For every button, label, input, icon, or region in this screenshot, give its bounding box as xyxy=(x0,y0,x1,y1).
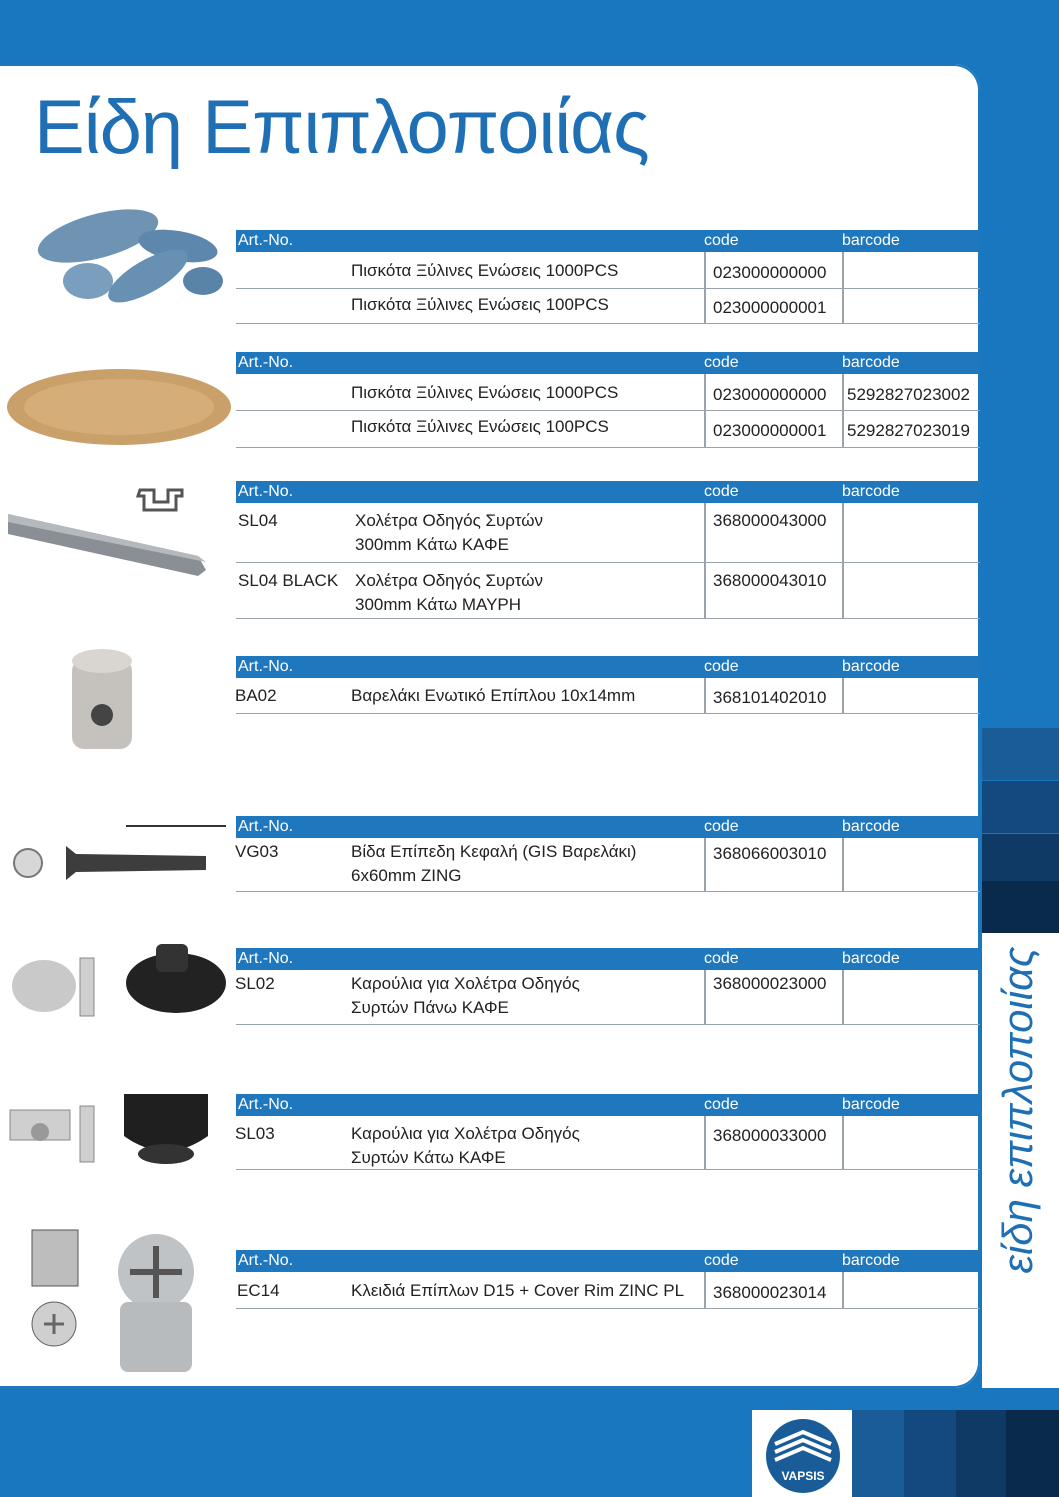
product-table-1 xyxy=(236,230,980,324)
side-tab-4 xyxy=(982,881,1059,933)
product-code: 023000000000 xyxy=(713,263,827,282)
barrel-nut-image xyxy=(66,645,138,761)
product-code: 368000033000 xyxy=(713,1126,827,1145)
product-table-2 xyxy=(236,352,980,448)
wooden-biscuit-blue-image xyxy=(28,196,228,314)
product-description: Πισκότα Ξύλινες Ενώσεις 100PCS xyxy=(351,417,609,436)
table-row xyxy=(236,374,980,411)
product-description: Κλειδιά Επίπλων D15 + Cover Rim ZINC PL xyxy=(351,1281,685,1300)
vapsis-logo-icon xyxy=(765,1418,841,1494)
header-art: Art.-No. xyxy=(238,818,294,835)
product-table-7 xyxy=(236,1094,980,1170)
product-code: 368000023000 xyxy=(713,974,827,993)
product-table-5 xyxy=(236,816,980,892)
header-code: code xyxy=(704,658,739,675)
table-row xyxy=(236,970,980,1025)
side-tab-3 xyxy=(982,834,1059,886)
product-description: Πισκότα Ξύλινες Ενώσεις 1000PCS xyxy=(351,261,619,280)
header-barcode: barcode xyxy=(842,483,900,500)
table-row xyxy=(236,411,980,448)
table-header xyxy=(236,656,980,678)
bottom-tab-3 xyxy=(956,1410,1006,1497)
table-row xyxy=(236,252,980,289)
product-description: Καρούλια για Χολέτρα Οδηγός xyxy=(351,1124,580,1143)
header-art: Art.-No. xyxy=(238,950,294,967)
product-art-no: EC14 xyxy=(237,1281,280,1300)
header-art: Art.-No. xyxy=(238,483,294,500)
product-description: Βαρελάκι Ενωτικό Επίπλου 10x14mm xyxy=(351,686,636,705)
drawer-roller-bottom-image xyxy=(6,1090,214,1168)
product-description: Βίδα Επίπεδη Κεφαλή (GIS Βαρελάκι) xyxy=(351,842,637,861)
table-header xyxy=(236,481,980,503)
product-table-4 xyxy=(236,656,980,714)
wooden-biscuit-image xyxy=(4,366,234,448)
header-art: Art.-No. xyxy=(238,232,294,249)
cam-lock-image xyxy=(24,1214,206,1384)
bottom-tab-1 xyxy=(852,1410,904,1497)
table-header xyxy=(236,816,980,838)
header-barcode: barcode xyxy=(842,818,900,835)
product-code: 368066003010 xyxy=(713,844,827,863)
bottom-tab-2 xyxy=(904,1410,956,1497)
header-barcode: barcode xyxy=(842,1096,900,1113)
product-table-6 xyxy=(236,948,980,1025)
header-art: Art.-No. xyxy=(238,354,294,371)
table-header xyxy=(236,230,980,252)
side-tab-2 xyxy=(982,781,1059,833)
product-description: Καρούλια για Χολέτρα Οδηγός xyxy=(351,974,580,993)
product-table-8 xyxy=(236,1250,980,1309)
header-barcode: barcode xyxy=(842,232,900,249)
product-description: 300mm Κάτω ΚΑΦΕ xyxy=(355,535,509,554)
table-row xyxy=(236,838,980,892)
bottom-tab-4 xyxy=(1006,1410,1059,1497)
product-code: 368000043000 xyxy=(713,511,827,530)
product-code: 368000023014 xyxy=(713,1283,827,1302)
page-title: Είδη Επιπλοποιίας xyxy=(34,85,649,170)
product-code: 023000000001 xyxy=(713,298,827,317)
product-description: Πισκότα Ξύλινες Ενώσεις 100PCS xyxy=(351,295,609,314)
table-header xyxy=(236,948,980,970)
header-code: code xyxy=(704,354,739,371)
table-row xyxy=(236,563,980,619)
header-code: code xyxy=(704,1096,739,1113)
top-band xyxy=(0,0,1059,64)
table-row xyxy=(236,1116,980,1170)
product-art-no: BA02 xyxy=(235,686,277,705)
product-description: Χολέτρα Οδηγός Συρτών xyxy=(355,511,543,530)
product-art-no: SL02 xyxy=(235,974,275,993)
table-row xyxy=(236,1272,980,1309)
header-code: code xyxy=(704,1252,739,1269)
product-art-no: SL04 xyxy=(238,511,278,530)
product-table-3 xyxy=(236,481,980,619)
product-description: Συρτών Κάτω ΚΑΦΕ xyxy=(351,1148,506,1167)
product-code: 023000000000 xyxy=(713,385,827,404)
product-description: Συρτών Πάνω ΚΑΦΕ xyxy=(351,998,509,1017)
flat-head-screw-image xyxy=(6,818,230,892)
header-code: code xyxy=(704,950,739,967)
product-art-no: VG03 xyxy=(235,842,279,861)
product-description: Πισκότα Ξύλινες Ενώσεις 1000PCS xyxy=(351,383,619,402)
product-barcode: 5292827023002 xyxy=(847,385,970,404)
product-description: Χολέτρα Οδηγός Συρτών xyxy=(355,571,543,590)
logo-text: VAPSIS xyxy=(781,1469,825,1483)
header-barcode: barcode xyxy=(842,1252,900,1269)
product-code: 368101402010 xyxy=(713,688,827,707)
product-description: 300mm Κάτω ΜΑΥΡΗ xyxy=(355,595,522,614)
product-code: 368000043010 xyxy=(713,571,827,590)
header-barcode: barcode xyxy=(842,354,900,371)
side-title: είδη επιπλοποιίας xyxy=(994,946,1041,1274)
drawer-roller-top-image xyxy=(6,938,228,1026)
product-art-no: SL03 xyxy=(235,1124,275,1143)
product-code: 023000000001 xyxy=(713,421,827,440)
header-art: Art.-No. xyxy=(238,1096,294,1113)
header-code: code xyxy=(704,483,739,500)
side-tab-1 xyxy=(982,728,1059,780)
table-row xyxy=(236,678,980,714)
header-code: code xyxy=(704,232,739,249)
drawer-rail-image xyxy=(8,484,233,590)
table-header xyxy=(236,1250,980,1272)
table-row xyxy=(236,503,980,563)
header-barcode: barcode xyxy=(842,658,900,675)
header-art: Art.-No. xyxy=(238,1252,294,1269)
product-art-no: SL04 BLACK xyxy=(238,571,339,590)
header-art: Art.-No. xyxy=(238,658,294,675)
product-description: 6x60mm ZING xyxy=(351,866,462,885)
header-code: code xyxy=(704,818,739,835)
product-barcode: 5292827023019 xyxy=(847,421,970,440)
table-header xyxy=(236,1094,980,1116)
header-barcode: barcode xyxy=(842,950,900,967)
table-header xyxy=(236,352,980,374)
table-row xyxy=(236,289,980,324)
